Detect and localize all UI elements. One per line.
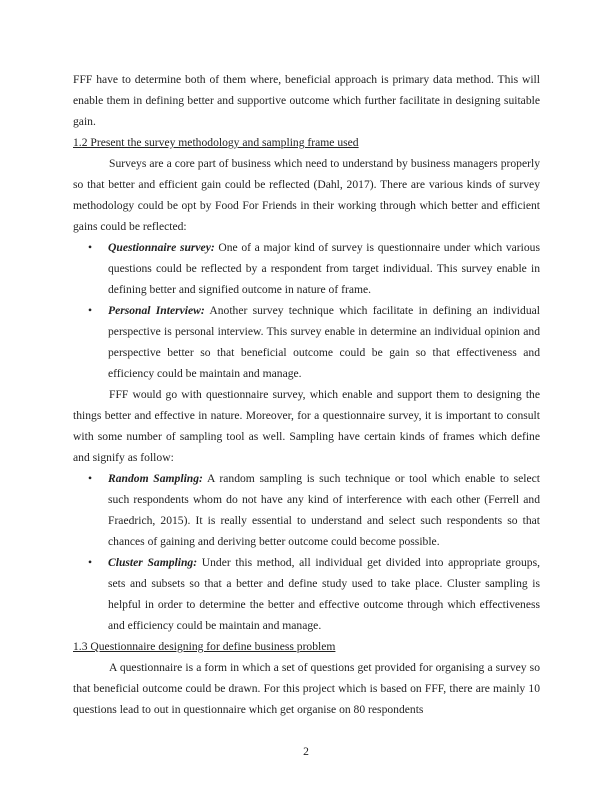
list-item xyxy=(73,552,540,636)
list-item xyxy=(73,468,540,552)
section-heading-1-2: 1.2 Present the survey methodology and sampling frame used xyxy=(73,136,359,149)
term-personal-interview: Personal Interview: xyxy=(108,304,205,317)
term-random-sampling: Random Sampling: xyxy=(108,472,203,485)
item-text: Another survey technique which facilitate in defining an individual perspective is personal interview. This survey enable in determine an individual opinion and perspective better so that beneficial outcome could be gain so that effectiveness and efficiency could be maintain and manage. xyxy=(108,304,540,380)
intro-paragraph: FFF have to determine both of them where, beneficial approach is primary data method. This will enable them in defining better and supportive outcome which further facilitate in designing suitable gain. xyxy=(73,73,540,128)
bullet-icon: • xyxy=(88,241,93,254)
page-number: 2 xyxy=(303,745,309,758)
bullet-icon: • xyxy=(88,556,93,569)
document-page xyxy=(73,69,540,720)
term-questionnaire-survey: Questionnaire survey: xyxy=(108,241,215,254)
survey-types-list xyxy=(73,237,540,384)
bullet-icon: • xyxy=(88,472,93,485)
survey-methodology-paragraph: Surveys are a core part of business which need to understand by business managers properly so that better and efficient gain could be reflected (Dahl, 2017). There are various kinds of survey methodology could be opt by Food For Friends in their working through which better and efficient gains could be reflected: xyxy=(73,157,540,233)
sampling-types-list xyxy=(73,468,540,636)
item-text: One of a major kind of survey is questionnaire under which various questions could be reflected by a respondent from target individual. This survey enable in defining better and signified outcome in nature of frame. xyxy=(108,241,540,296)
term-cluster-sampling: Cluster Sampling: xyxy=(108,556,198,569)
section-heading-1-3: 1.3 Questionnaire designing for define business problem xyxy=(73,640,336,653)
item-text: Under this method, all individual get divided into appropriate groups, sets and subsets so that a better and define study used to take place. Cluster sampling is helpful in order to determine the better and effective outcome through which effectiveness and efficiency could be maintain and manage. xyxy=(108,556,540,632)
sampling-paragraph: FFF would go with questionnaire survey, which enable and support them to designing the things better and effective in nature. Moreover, for a questionnaire survey, it is important to consult with some number of sampling tool as well. Sampling have certain kinds of frames which define and signify as follow: xyxy=(73,388,540,464)
questionnaire-paragraph: A questionnaire is a form in which a set of questions get provided for organising a survey so that beneficial outcome could be drawn. For this project which is based on FFF, there are mainly 10 questions lead to out in questionnaire which get organise on 80 respondents xyxy=(73,661,540,716)
bullet-icon: • xyxy=(88,304,93,317)
item-text: A random sampling is such technique or tool which enable to select such respondents whom do not have any kind of interference with each other (Ferrell and Fraedrich, 2015). It is really essential to understand and select such respondents so that chances of gaining and deriving better outcome could become possible. xyxy=(108,472,540,548)
list-item xyxy=(73,237,540,300)
list-item xyxy=(73,300,540,384)
